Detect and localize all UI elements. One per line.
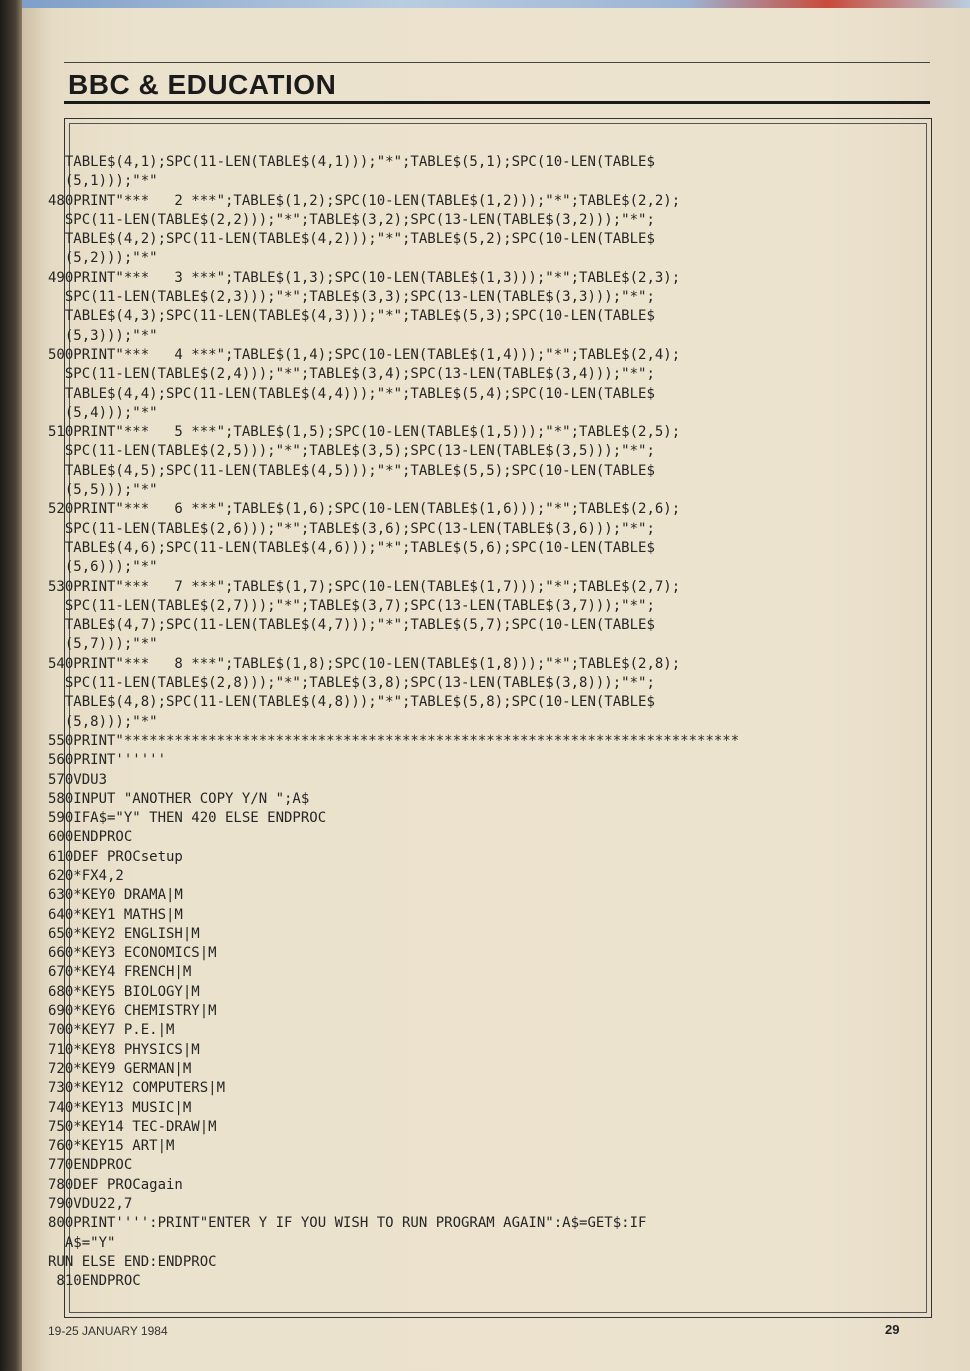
code-line: A$="Y" [48, 1234, 116, 1251]
code-line: (5,7)));"*" [48, 636, 158, 653]
code-line: (5,8)));"*" [48, 713, 158, 730]
code-line: 540PRINT"*** 8 ***";TABLE$(1,8);SPC(10-LEN(TABLE$(1,8)));"*";TABLE$(2,8); [48, 655, 681, 672]
code-line: 570VDU3 [48, 771, 108, 788]
code-line: TABLE$(4,8);SPC(11-LEN(TABLE$(4,8)));"*";TABLE$(5,8);SPC(10-LEN(TABLE$ [48, 694, 655, 711]
code-line: 690*KEY6 CHEMISTRY|M [48, 1003, 217, 1020]
code-line: (5,2)));"*" [48, 250, 158, 267]
code-line: (5,5)));"*" [48, 482, 158, 499]
code-line: 810ENDPROC [48, 1273, 141, 1290]
code-line: 640*KEY1 MATHS|M [48, 906, 183, 923]
code-line: 680*KEY5 BIOLOGY|M [48, 983, 200, 1000]
code-line: 780DEF PROCagain [48, 1176, 183, 1193]
section-title: BBC & EDUCATION [68, 69, 337, 100]
code-line: 480PRINT"*** 2 ***";TABLE$(1,2);SPC(10-LEN(TABLE$(1,2)));"*";TABLE$(2,2); [48, 192, 681, 209]
code-line: 620*FX4,2 [48, 867, 124, 884]
code-line: TABLE$(4,5);SPC(11-LEN(TABLE$(4,5)));"*";TABLE$(5,5);SPC(10-LEN(TABLE$ [48, 462, 655, 479]
code-line: TABLE$(4,4);SPC(11-LEN(TABLE$(4,4)));"*";TABLE$(5,4);SPC(10-LEN(TABLE$ [48, 385, 655, 402]
code-line: 770ENDPROC [48, 1157, 133, 1174]
code-line: (5,1)));"*" [48, 173, 158, 190]
code-line: SPC(11-LEN(TABLE$(2,4)));"*";TABLE$(3,4);SPC(13-LEN(TABLE$(3,4)));"*"; [48, 366, 655, 383]
book-spine-shadow [0, 0, 22, 1371]
code-line: 510PRINT"*** 5 ***";TABLE$(1,5);SPC(10-LEN(TABLE$(1,5)));"*";TABLE$(2,5); [48, 424, 681, 441]
code-line: 520PRINT"*** 6 ***";TABLE$(1,6);SPC(10-LEN(TABLE$(1,6)));"*";TABLE$(2,6); [48, 501, 681, 518]
code-line: 800PRINT'''':PRINT"ENTER Y IF YOU WISH TO RUN PROGRAM AGAIN":A$=GET$:IF [48, 1215, 647, 1232]
previous-page-strip [22, 0, 970, 8]
code-line: 790VDU22,7 [48, 1196, 133, 1213]
section-header [64, 62, 930, 104]
code-line: TABLE$(4,7);SPC(11-LEN(TABLE$(4,7)));"*";TABLE$(5,7);SPC(10-LEN(TABLE$ [48, 617, 655, 634]
code-line: SPC(11-LEN(TABLE$(2,6)));"*";TABLE$(3,6);SPC(13-LEN(TABLE$(3,6)));"*"; [48, 520, 655, 537]
page-number: 29 [885, 1322, 900, 1337]
code-line: 670*KEY4 FRENCH|M [48, 964, 192, 981]
code-line: SPC(11-LEN(TABLE$(2,5)));"*";TABLE$(3,5);SPC(13-LEN(TABLE$(3,5)));"*"; [48, 443, 655, 460]
code-line: 550PRINT"************************************************************************* [48, 732, 740, 749]
code-line: 730*KEY12 COMPUTERS|M [48, 1080, 226, 1097]
program-listing [48, 153, 918, 1292]
code-line: SPC(11-LEN(TABLE$(2,3)));"*";TABLE$(3,3);SPC(13-LEN(TABLE$(3,3)));"*"; [48, 289, 655, 306]
code-line: (5,6)));"*" [48, 559, 158, 576]
code-line: 560PRINT'''''' [48, 752, 167, 769]
issue-date: 19-25 JANUARY 1984 [48, 1324, 168, 1338]
code-line: SPC(11-LEN(TABLE$(2,2)));"*";TABLE$(3,2);SPC(13-LEN(TABLE$(3,2)));"*"; [48, 211, 655, 228]
code-line: 500PRINT"*** 4 ***";TABLE$(1,4);SPC(10-LEN(TABLE$(1,4)));"*";TABLE$(2,4); [48, 346, 681, 363]
code-line: SPC(11-LEN(TABLE$(2,8)));"*";TABLE$(3,8);SPC(13-LEN(TABLE$(3,8)));"*"; [48, 675, 655, 692]
code-line: TABLE$(4,2);SPC(11-LEN(TABLE$(4,2)));"*";TABLE$(5,2);SPC(10-LEN(TABLE$ [48, 231, 655, 248]
code-line: 590IFA$="Y" THEN 420 ELSE ENDPROC [48, 810, 327, 827]
code-line: 600ENDPROC [48, 829, 133, 846]
code-line: TABLE$(4,3);SPC(11-LEN(TABLE$(4,3)));"*";TABLE$(5,3);SPC(10-LEN(TABLE$ [48, 308, 655, 325]
code-line: TABLE$(4,6);SPC(11-LEN(TABLE$(4,6)));"*";TABLE$(5,6);SPC(10-LEN(TABLE$ [48, 539, 655, 556]
code-line: (5,3)));"*" [48, 327, 158, 344]
code-line: 740*KEY13 MUSIC|M [48, 1099, 192, 1116]
code-line: TABLE$(4,1);SPC(11-LEN(TABLE$(4,1)));"*";TABLE$(5,1);SPC(10-LEN(TABLE$ [48, 154, 655, 170]
code-line: 530PRINT"*** 7 ***";TABLE$(1,7);SPC(10-LEN(TABLE$(1,7)));"*";TABLE$(2,7); [48, 578, 681, 595]
code-line: 660*KEY3 ECONOMICS|M [48, 945, 217, 962]
code-line: 610DEF PROCsetup [48, 848, 183, 865]
code-line: 490PRINT"*** 3 ***";TABLE$(1,3);SPC(10-LEN(TABLE$(1,3)));"*";TABLE$(2,3); [48, 269, 681, 286]
code-line: (5,4)));"*" [48, 404, 158, 421]
code-line: 710*KEY8 PHYSICS|M [48, 1041, 200, 1058]
code-line: RUN ELSE END:ENDPROC [48, 1253, 217, 1270]
code-line: 720*KEY9 GERMAN|M [48, 1060, 192, 1077]
code-line: 650*KEY2 ENGLISH|M [48, 925, 200, 942]
code-line: 630*KEY0 DRAMA|M [48, 887, 183, 904]
code-line: SPC(11-LEN(TABLE$(2,7)));"*";TABLE$(3,7);SPC(13-LEN(TABLE$(3,7)));"*"; [48, 597, 655, 614]
code-line: 750*KEY14 TEC-DRAW|M [48, 1118, 217, 1135]
code-line: 580INPUT "ANOTHER COPY Y/N ";A$ [48, 790, 310, 807]
code-line: 700*KEY7 P.E.|M [48, 1022, 175, 1039]
code-line: 760*KEY15 ART|M [48, 1138, 175, 1155]
